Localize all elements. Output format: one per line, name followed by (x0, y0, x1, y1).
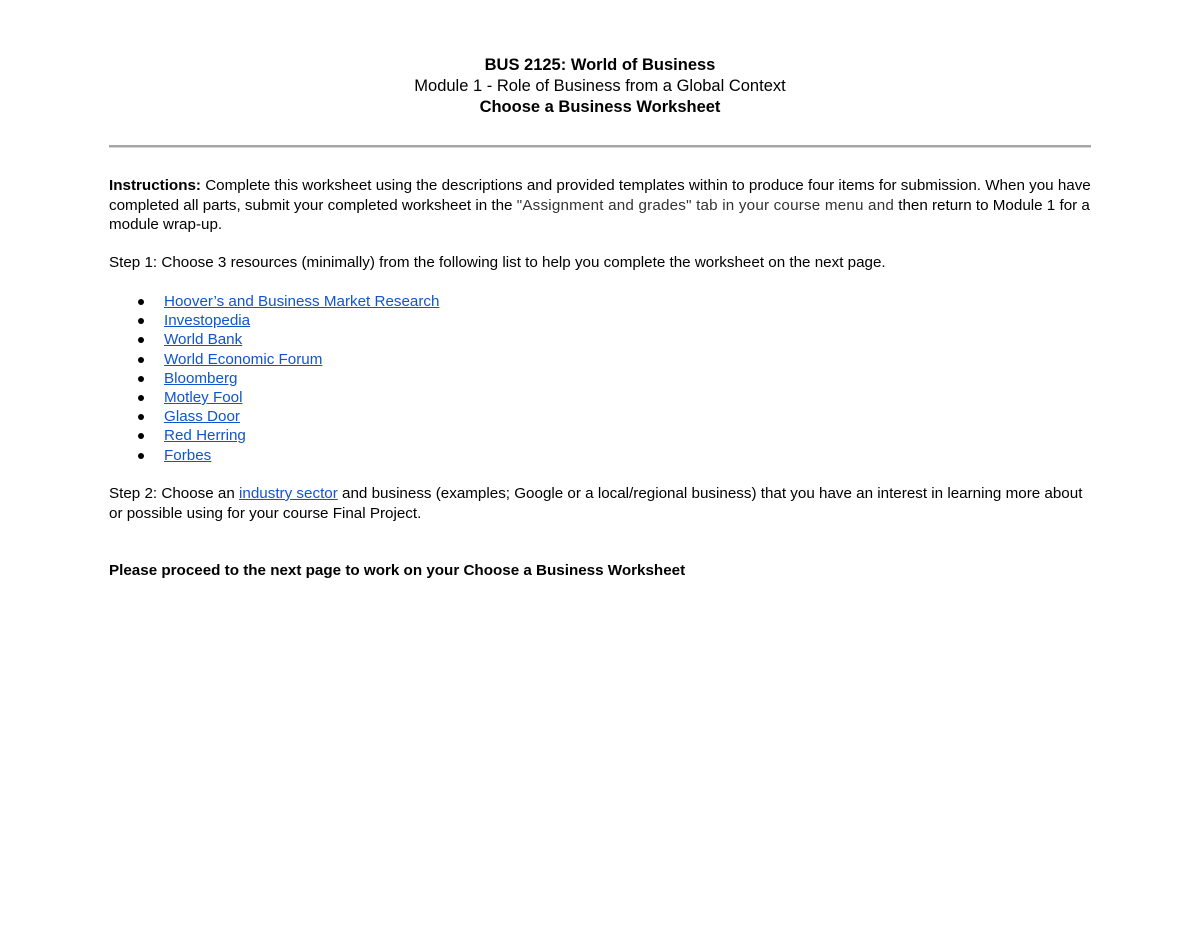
instructions-text-part2: then return to Module 1 for a module wrap-up. (109, 196, 1090, 233)
resource-link-investopedia[interactable]: Investopedia (164, 312, 251, 330)
bullet-icon (138, 453, 144, 459)
bullet-icon (138, 318, 144, 324)
instructions-text-part1: Complete this worksheet using the descriptions and provided templates within to produce four items for submission. When you have completed all parts, submit your completed worksheet in the (109, 177, 1091, 214)
list-item (109, 369, 439, 388)
course-title: BUS 2125: World of Business (484, 56, 716, 74)
module-title: Module 1 - Role of Business from a Global Context (414, 77, 786, 95)
proceed-note: Please proceed to the next page to work on your Choose a Business Worksheet (109, 562, 686, 579)
instructions-paragraph (109, 176, 1094, 235)
list-item (109, 330, 439, 349)
resource-link-hoovers[interactable]: Hoover’s and Business Market Research (164, 293, 440, 310)
resource-link-glass-door[interactable]: Glass Door (164, 408, 240, 426)
step2-text-after: and business (examples; Google or a local/regional business) that you have an interest in learning more about or possible using for your course Final Project. (109, 485, 1083, 522)
list-item (109, 388, 439, 407)
list-item (109, 292, 439, 311)
step1-paragraph: Step 1: Choose 3 resources (minimally) from the following list to help you complete the worksheet on the next page. (109, 254, 886, 271)
resource-link-forbes[interactable]: Forbes (164, 446, 212, 464)
worksheet-title: Choose a Business Worksheet (479, 98, 721, 116)
resource-link-motley-fool[interactable]: Motley Fool (164, 389, 243, 407)
bullet-icon (138, 376, 144, 382)
bullet-icon (138, 433, 144, 439)
bullet-icon (138, 299, 144, 305)
bullet-icon (138, 337, 144, 343)
step2-paragraph (109, 484, 1094, 523)
list-item (109, 446, 439, 465)
list-item (109, 407, 439, 426)
step2-text-before: Step 2: Choose an (109, 485, 240, 502)
header-divider (109, 145, 1091, 147)
resource-link-red-herring[interactable]: Red Herring (164, 427, 246, 445)
bullet-icon (138, 414, 144, 420)
resource-link-world-economic-forum[interactable]: World Economic Forum (164, 350, 323, 368)
resource-link-bloomberg[interactable]: Bloomberg (164, 369, 238, 387)
instructions-quoted-tab: "Assignment and grades" tab in your course menu and (516, 196, 894, 214)
industry-sector-link[interactable]: industry sector (239, 485, 338, 502)
list-item (109, 350, 439, 369)
document-header (0, 55, 1200, 118)
resource-link-world-bank[interactable]: World Bank (164, 331, 243, 349)
resource-list (109, 292, 439, 465)
bullet-icon (138, 357, 144, 363)
list-item (109, 426, 439, 445)
instructions-label: Instructions: (109, 177, 201, 194)
list-item (109, 311, 439, 330)
bullet-icon (138, 395, 144, 401)
